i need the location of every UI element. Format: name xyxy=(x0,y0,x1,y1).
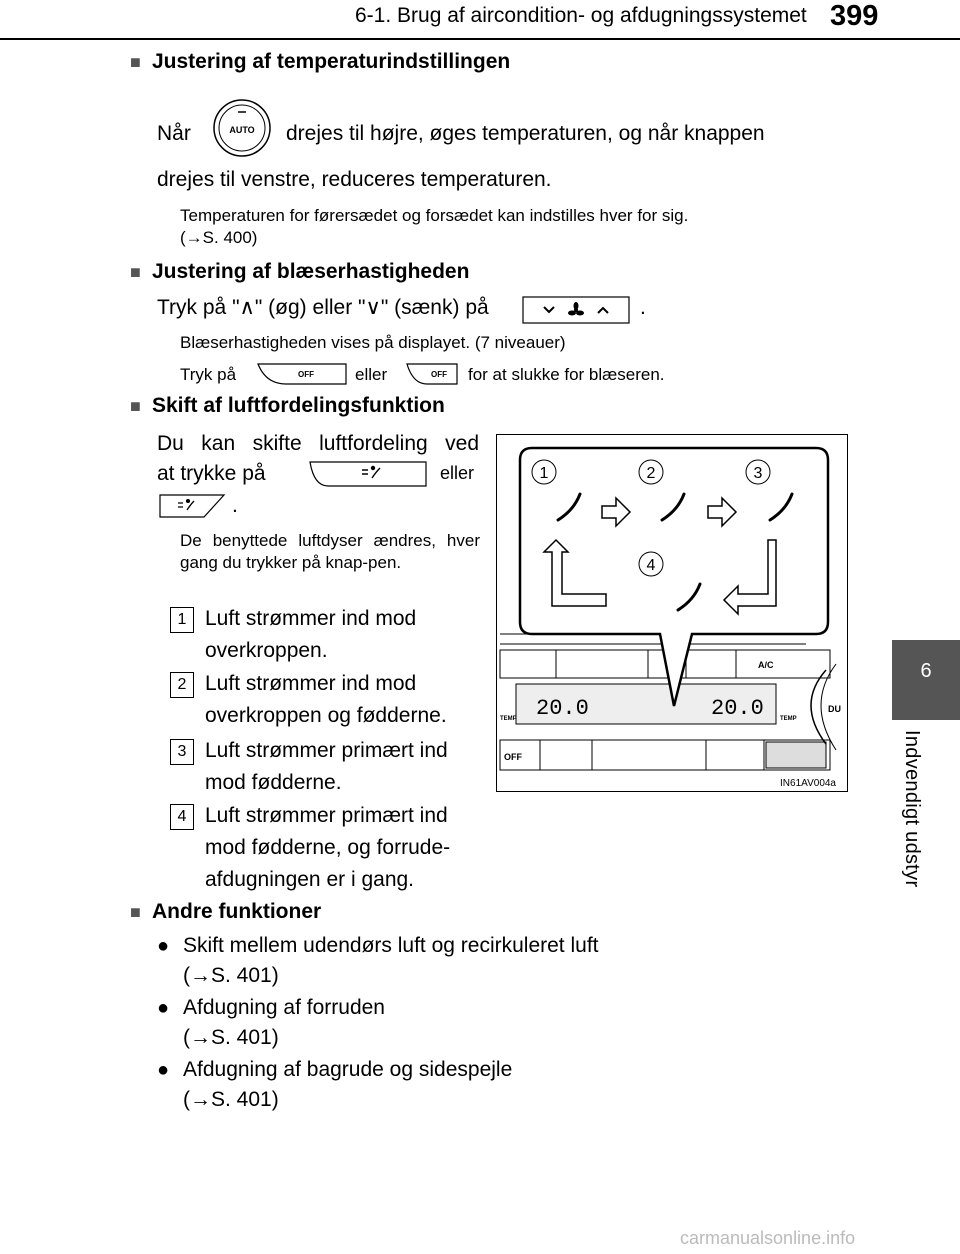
list-number-1: 1 xyxy=(170,607,194,633)
page-number: 399 xyxy=(830,0,879,32)
off-label: OFF xyxy=(504,752,522,762)
heading-fan: ■ Justering af blæserhastigheden xyxy=(130,260,469,284)
temp-text-a: Når xyxy=(157,122,191,145)
other-item-3: ● Afdugning af bagrude og sidespejle xyxy=(157,1054,512,1086)
list-item-1: Luft strømmer ind mod overkroppen. xyxy=(205,607,417,662)
fan-speed-button-icon xyxy=(522,296,630,324)
auto-knob-icon xyxy=(212,98,272,158)
header-rule xyxy=(0,38,960,40)
other-ref-2: (→S. 401) xyxy=(183,1026,279,1049)
knob-label: AUTO xyxy=(229,125,255,135)
airflow-text-3: . xyxy=(232,494,238,517)
chapter-number: 6 xyxy=(920,660,932,682)
fan-text-end: . xyxy=(640,296,646,319)
ac-label: A/C xyxy=(758,660,774,670)
fan-text: Tryk på "∧" (øg) eller "∨" (sænk) på xyxy=(157,296,489,319)
airflow-mode-figure xyxy=(496,434,848,792)
temp-label-left: TEMP xyxy=(500,716,517,722)
list-number-3: 3 xyxy=(170,739,194,765)
airflow-mode-button-alt-icon xyxy=(158,493,226,519)
airflow-mode-button-icon xyxy=(308,460,428,488)
fan-off-left-label: OFF xyxy=(298,370,314,379)
circle-3: 3 xyxy=(753,465,763,482)
other-item-1: ● Skift mellem udendørs luft og recirkuleret luft xyxy=(157,930,599,962)
fan-off-right-label: OFF xyxy=(431,370,447,379)
list-number-4: 4 xyxy=(170,804,194,830)
other-ref-1: (→S. 401) xyxy=(183,964,279,987)
list-item-2: Luft strømmer ind mod overkroppen og fødderne. xyxy=(205,672,447,727)
fan-off-button-left-icon xyxy=(256,362,348,386)
airflow-text-2b: eller xyxy=(440,463,475,483)
fan-off-button-right-icon xyxy=(405,362,459,386)
temp-text-c: drejes til venstre, reduceres temperaturen. xyxy=(157,168,552,191)
chapter-label: Indvendigt udstyr xyxy=(901,730,923,888)
circle-2: 2 xyxy=(646,465,656,482)
fan-note-1: Blæserhastigheden vises på displayet. (7 niveauer) xyxy=(180,333,566,352)
airflow-text-2a: at trykke på xyxy=(157,462,266,485)
display-temp-left: 20.0 xyxy=(536,696,589,721)
fan-note-2c: for at slukke for blæseren. xyxy=(468,365,665,384)
circle-1: 1 xyxy=(539,465,549,482)
list-item-3: Luft strømmer primært ind mod fødderne. xyxy=(205,739,448,794)
display-temp-right: 20.0 xyxy=(711,696,764,721)
airflow-text-1: Du kan skifte luftfordeling ved xyxy=(157,432,479,455)
fan-note-2b: eller xyxy=(355,365,388,384)
temp-label-right: TEMP xyxy=(780,716,797,722)
temp-note xyxy=(180,205,842,249)
circle-4: 4 xyxy=(646,557,656,574)
list-number-2: 2 xyxy=(170,672,194,698)
section-title: 6-1. Brug af aircondition- og afdugningssystemet xyxy=(355,4,807,27)
airflow-note: De benyttede luftdyser ændres, hver gang du trykker på knap-pen. xyxy=(180,531,480,572)
footer-watermark: carmanualsonline.info xyxy=(680,1228,856,1248)
heading-other: ■ Andre funktioner xyxy=(130,900,321,924)
auto-partial-label: DU xyxy=(828,704,841,714)
list-item-4: Luft strømmer primært ind mod fødderne, og forrude-afdugningen er i gang. xyxy=(205,804,451,891)
heading-temperature: ■ Justering af temperaturindstillingen xyxy=(130,50,510,74)
temp-text-b: drejes til højre, øges temperaturen, og når knappen xyxy=(286,122,765,145)
chapter-side-tab xyxy=(892,0,960,1254)
temp-note-ref: (→S. 400) xyxy=(180,228,258,247)
fan-note-2a: Tryk på xyxy=(180,365,237,384)
heading-airflow: ■ Skift af luftfordelingsfunktion xyxy=(130,394,445,418)
figure-code: IN61AV004a xyxy=(780,778,836,789)
temp-note-text: Temperaturen for førersædet og forsædet kan indstilles hver for sig. xyxy=(180,206,689,225)
other-item-2: ● Afdugning af forruden xyxy=(157,992,385,1024)
other-ref-3: (→S. 401) xyxy=(183,1088,279,1111)
